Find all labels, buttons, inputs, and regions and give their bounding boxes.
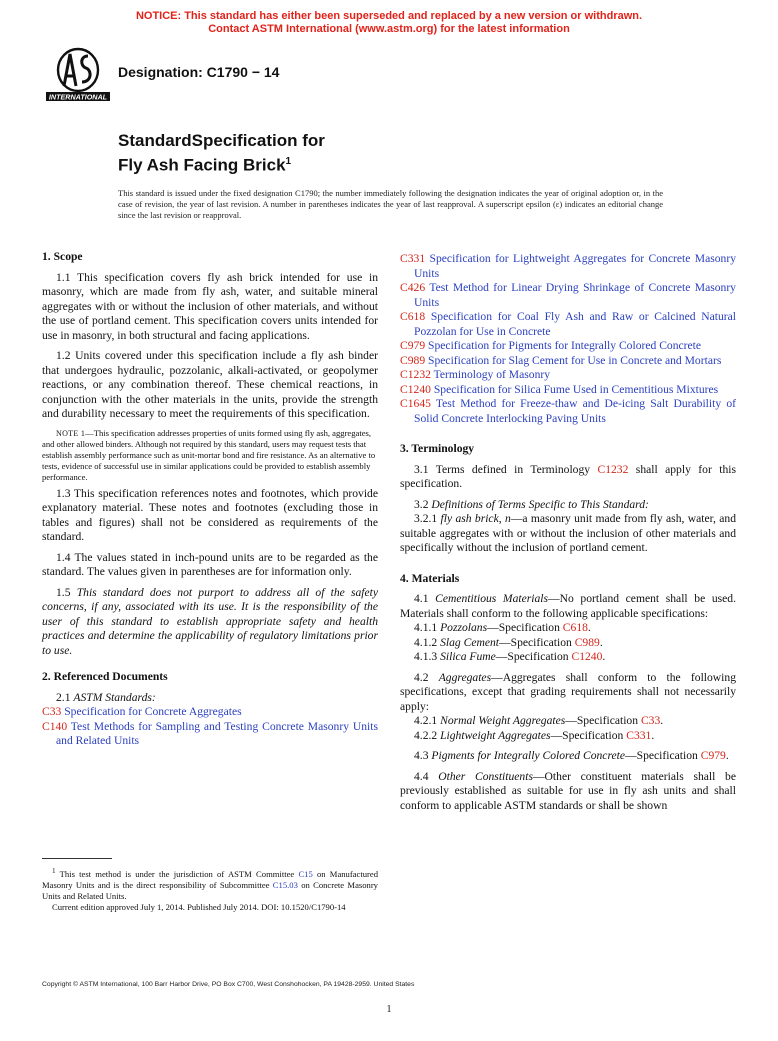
ref-title[interactable]: Test Method for Freeze-thaw and De-icing Salt Durability of Solid Concrete Interlocking Paving Units <box>414 397 736 425</box>
materials-link-c33[interactable]: C33 <box>640 714 661 727</box>
materials-s2-term: Slag Cement <box>440 635 500 649</box>
ref-code[interactable]: C989 <box>400 353 426 367</box>
terminology-p1-post: shall apply for this specification. <box>400 462 736 490</box>
astm-logo-icon <box>44 46 112 106</box>
materials-p4-text: —Other constituent materials shall be previously established as suitable for use in fly ash units and shall conform to applicable ASTM standards or shall be shown <box>400 769 736 812</box>
ref-title[interactable]: Specification for Lightweight Aggregates for Concrete Masonry Units <box>414 252 736 280</box>
footnote-link-c1503[interactable]: C15.03 <box>272 879 298 890</box>
materials-link-c331[interactable]: C331 <box>626 728 652 742</box>
materials-s3-mid: —Specification <box>495 650 572 663</box>
ref-code[interactable]: C140 <box>42 719 68 733</box>
materials-s4-end: . <box>660 714 664 727</box>
terminology-p3-text: —a masonry unit made from fly ash, water, and suitable aggregates with or without the inclusion of other materials and specifically without the inclusion of portland cement. <box>400 512 736 554</box>
referenced-heading: 2. Referenced Documents <box>42 670 168 683</box>
materials-p1-num: 4.1 <box>414 592 429 605</box>
page-number: 1 <box>386 1004 392 1015</box>
materials-p2-text: —Aggregates shall conform to the following specifications, except that grading requirements shall not necessarily apply: <box>400 670 736 713</box>
materials-link-c618[interactable]: C618 <box>562 621 588 634</box>
ref-title[interactable]: Specification for Slag Cement for Use in Concrete and Mortars <box>428 353 722 367</box>
terminology-p1-pre: 3.1 Terms defined in Terminology <box>414 462 598 476</box>
materials-heading: 4. Materials <box>400 571 460 585</box>
ref-item[interactable] <box>400 281 736 310</box>
ref-item[interactable] <box>400 354 736 369</box>
ref-code[interactable]: C426 <box>400 281 426 294</box>
astm-logo <box>44 46 112 106</box>
footnote-edition: Current edition approved July 1, 2014. Published July 2014. DOI: 10.1520/C1790-14 <box>52 901 346 912</box>
terminology-term: fly ash brick, n <box>440 512 511 525</box>
referenced-sub-text: ASTM Standards: <box>73 690 156 704</box>
ref-code[interactable]: C618 <box>400 310 426 323</box>
materials-s5-end: . <box>651 728 655 742</box>
scope-p4: 1.4 The values stated in inch-pound units are to be regarded as the standard. The values given in parentheses are for information only. <box>42 550 378 578</box>
scope-p5-text: This standard does not purport to address all of the safety concerns, if any, associated with its use. It is the responsibility of the user of this standard to establish appropriate safety and health practices and determine the applicability of regulatory limitations prior to use. <box>42 585 378 657</box>
materials-p1 <box>400 592 736 621</box>
materials-p2-num: 4.2 <box>414 670 429 684</box>
title-line-1: StandardSpecification for <box>118 131 325 150</box>
right-column <box>400 252 736 819</box>
materials-s3-term: Silica Fume <box>440 650 496 663</box>
ref-title[interactable]: Specification for Concrete Aggregates <box>64 705 242 718</box>
scope-p5-num: 1.5 <box>56 585 71 599</box>
ref-code[interactable]: C1240 <box>400 382 431 396</box>
ref-item[interactable] <box>400 339 736 354</box>
terminology-heading: 3. Terminology <box>400 442 475 455</box>
footnote-text-a: This test method is under the jurisdiction of ASTM Committee <box>55 868 299 879</box>
materials-s2-mid: —Specification <box>499 635 575 649</box>
materials-s2-num: 4.1.2 <box>414 635 438 649</box>
ref-code[interactable]: C331 <box>400 252 426 265</box>
materials-s1-end: . <box>587 621 591 634</box>
document-title <box>118 130 325 176</box>
terminology-p1 <box>400 463 736 492</box>
note-text: —This specification addresses properties of units formed using fly ash, aggregates, and other allowed binders. Although not required by this standard, users may request tests that establish assembly performance such as unit-mortar bond and fire resistance. As an alternative to tests, evidence of successful use in similar applications could be provided to establish assembly performance. <box>42 427 376 482</box>
terminology-p3 <box>400 512 736 556</box>
ref-title[interactable]: Specification for Silica Fume Used in Cementitious Mixtures <box>433 382 719 396</box>
referenced-sub-num: 2.1 <box>56 690 71 704</box>
terminology-link-c1232[interactable]: C1232 <box>597 462 629 476</box>
materials-s1-mid: —Specification <box>487 621 563 634</box>
scope-p2: 1.2 Units covered under this specification include a fly ash binder that undergoes hydraulic, pozzolanic, alkali-activated, or geopolymer reactions, or any combination thereof. These chemical reactions, in conjunction with the other materials in the units, provide the strength and durability necessary to meet the requirements of this specification. <box>42 349 378 420</box>
materials-p3-num: 4.3 <box>414 749 429 762</box>
copyright: Copyright © ASTM International, 100 Barr Harbor Drive, PO Box C700, West Conshohocken, PA 19428-2959. United States <box>42 981 415 988</box>
ref-title[interactable]: Test Method for Linear Drying Shrinkage of Concrete Masonry Units <box>414 281 736 309</box>
materials-s2-end: . <box>599 635 603 649</box>
terminology-p2-num: 3.2 <box>414 497 429 511</box>
ref-item[interactable] <box>42 720 378 749</box>
ref-title[interactable]: Specification for Pigments for Integrally Colored Concrete <box>428 339 702 352</box>
materials-s4 <box>400 714 736 729</box>
designation: Designation: C1790 − 14 <box>118 64 280 80</box>
materials-s1-term: Pozzolans <box>440 621 488 634</box>
notice-line-1: NOTICE: This standard has either been superseded and replaced by a new version or withdrawn. <box>135 10 643 22</box>
materials-p3 <box>400 749 736 764</box>
materials-s4-term: Normal Weight Aggregates <box>440 714 566 727</box>
materials-p2-term: Aggregates <box>438 670 492 684</box>
footnote <box>42 866 378 913</box>
footnote-text-b: on Manufactured Masonry Units and is the direct responsibility of Subcommittee <box>42 868 378 890</box>
materials-s5-term: Lightweight Aggregates <box>440 728 551 742</box>
footnote-link-c15[interactable]: C15 <box>298 868 313 879</box>
logo-text: INTERNATIONAL <box>48 92 108 102</box>
ref-item[interactable] <box>400 368 736 383</box>
materials-p3-term: Pigments for Integrally Colored Concrete <box>431 749 626 762</box>
ref-title[interactable]: Test Methods for Sampling and Testing Concrete Masonry Units and Related Units <box>56 719 378 747</box>
ref-title[interactable]: Terminology of Masonry <box>433 368 551 381</box>
materials-s3-end: . <box>602 650 606 663</box>
note-1 <box>42 428 378 483</box>
ref-title[interactable]: Specification for Coal Fly Ash and Raw or Calcined Natural Pozzolan for Use in Concrete <box>414 310 736 338</box>
ref-code[interactable]: C33 <box>42 705 62 718</box>
scope-heading: 1. Scope <box>42 250 83 263</box>
note-label: NOTE 1 <box>56 428 86 438</box>
ref-item[interactable] <box>42 705 378 720</box>
ref-item[interactable] <box>400 397 736 426</box>
materials-p4-term: Other Constituents <box>438 769 533 783</box>
left-column <box>42 250 378 749</box>
footnote-text-c: on Concrete Masonry Units and Related Units. <box>42 879 378 901</box>
materials-s3 <box>400 650 736 665</box>
ref-item[interactable] <box>400 310 736 339</box>
materials-link-c979[interactable]: C979 <box>700 749 726 762</box>
terminology-p2-text: Definitions of Terms Specific to This Standard: <box>431 497 649 511</box>
materials-s3-num: 4.1.3 <box>414 650 438 663</box>
terminology-p3-num: 3.2.1 <box>414 512 438 525</box>
materials-p1-term: Cementitious Materials <box>435 592 549 605</box>
terminology-p2 <box>400 498 736 513</box>
materials-p3-end: . <box>725 749 729 762</box>
issuance-note: This standard is issued under the fixed designation C1790; the number immediately following the designation indicates the year of original adoption or, in the case of revision, the year of last revision. A number in parentheses indicates the year of last reapproval. A superscript epsilon (ε) indicates an editorial change since the last revision or reapproval. <box>118 188 663 220</box>
materials-s5 <box>400 729 736 744</box>
ref-item[interactable] <box>400 252 736 281</box>
materials-s1-num: 4.1.1 <box>414 621 438 634</box>
materials-p2 <box>400 671 736 715</box>
materials-link-c1240[interactable]: C1240 <box>571 650 603 663</box>
materials-s5-mid: —Specification <box>550 728 627 742</box>
withdrawal-notice <box>0 10 778 36</box>
footnote-rule <box>42 858 112 859</box>
scope-p5 <box>42 586 378 659</box>
materials-p1-text: —No portland cement shall be used. Materials shall conform to the following applicable specifications: <box>400 592 736 620</box>
materials-s4-mid: —Specification <box>565 714 641 727</box>
title-line-2: Fly Ash Facing Brick <box>118 155 286 175</box>
scope-p3: 1.3 This specification references notes and footnotes, which provide explanatory material. These notes and footnotes (excluding those in tables and figures) shall not be considered as requirements of the standard. <box>42 486 378 543</box>
scope-p1: 1.1 This specification covers fly ash brick intended for use in masonry, which are made from fly ash, water, and suitable mineral aggregates with or without the inclusion of other materials, and without the use of portland cement. This specification covers units intended for use in masonry, in both structural and facing applications. <box>42 270 378 342</box>
ref-code[interactable]: C1645 <box>400 397 431 410</box>
materials-p4 <box>400 770 736 814</box>
footnote-mark: 1 <box>52 867 56 875</box>
materials-s5-num: 4.2.2 <box>414 728 438 742</box>
materials-link-c989[interactable]: C989 <box>574 635 600 649</box>
ref-item[interactable] <box>400 383 736 398</box>
ref-code[interactable]: C979 <box>400 339 426 352</box>
notice-line-2: Contact ASTM International (www.astm.org) for the latest information <box>208 23 570 35</box>
materials-p3-mid: —Specification <box>625 749 701 762</box>
materials-s4-num: 4.2.1 <box>414 714 438 727</box>
materials-s1 <box>400 621 736 636</box>
ref-code[interactable]: C1232 <box>400 368 431 381</box>
materials-p4-num: 4.4 <box>414 769 429 783</box>
referenced-sub <box>42 691 378 706</box>
title-footnote-mark: 1 <box>285 156 292 167</box>
materials-s2 <box>400 636 736 651</box>
